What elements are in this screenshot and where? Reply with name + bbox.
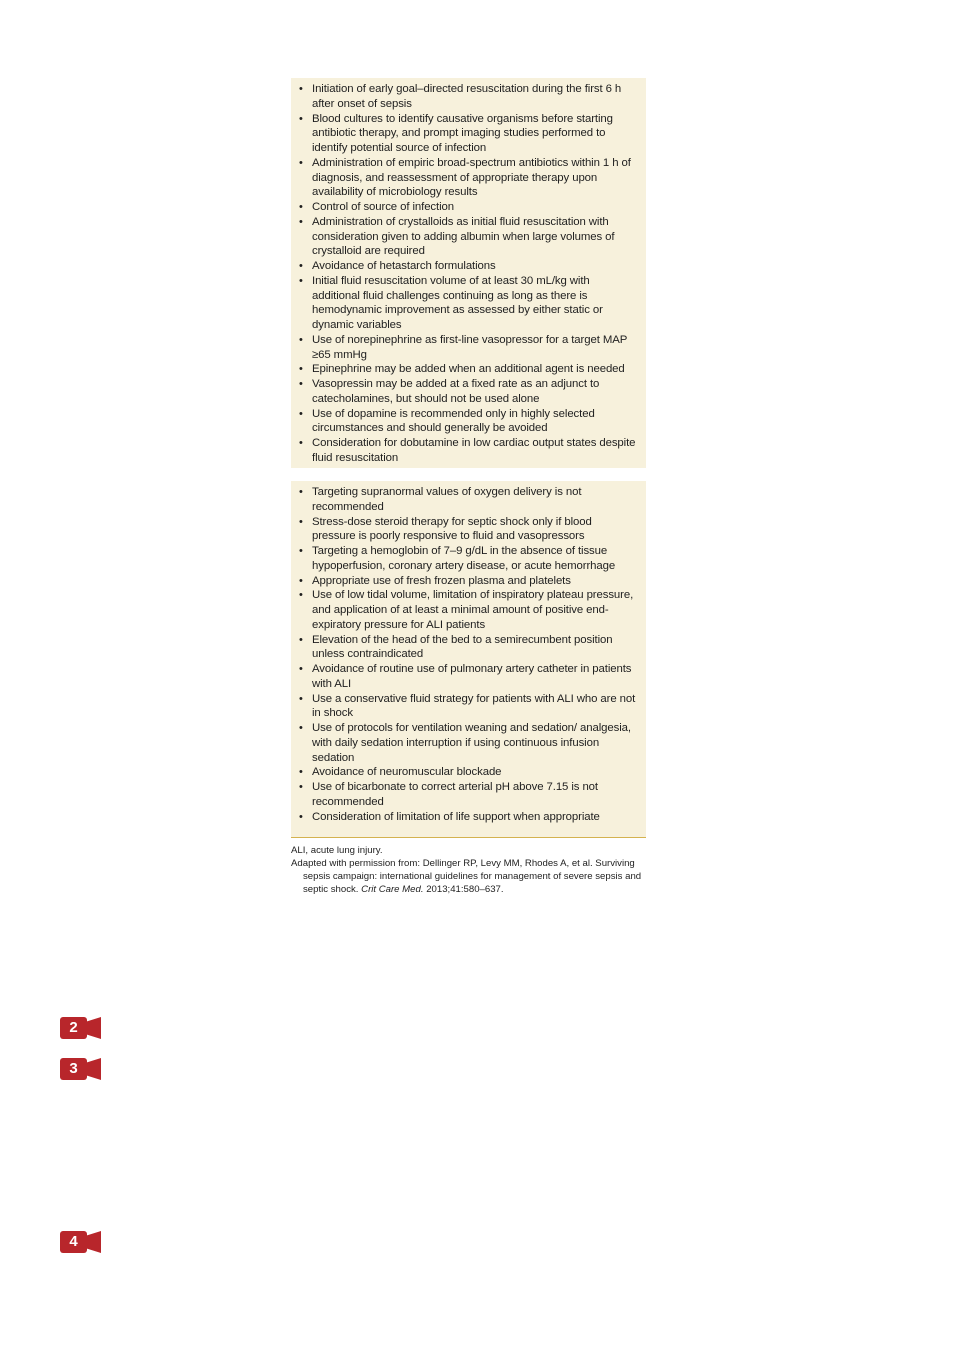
list-item: • Initial fluid resuscitation volume of at least 30 mL/kg with additional fluid challenges continuing as long as there is hemodynamic improvement as assessed by either static or dynamic variables	[299, 274, 638, 333]
source-citation	[291, 857, 646, 896]
list-item: • Epinephrine may be added when an additional agent is needed	[299, 362, 638, 377]
recommendations-table-part-1	[291, 78, 646, 468]
abbreviation-note: ALI, acute lung injury.	[291, 845, 383, 856]
video-marker-4[interactable]	[60, 1231, 102, 1253]
list-item: • Use of dopamine is recommended only in highly selected circumstances and should generally be avoided	[299, 407, 638, 437]
list-item: • Use of norepinephrine as first-line vasopressor for a target MAP ≥65 mmHg	[299, 333, 638, 363]
list-item: • Stress-dose steroid therapy for septic shock only if blood pressure is poorly responsive to fluid and vasopressors	[299, 515, 638, 545]
list-item: • Avoidance of routine use of pulmonary artery catheter in patients with ALI	[299, 662, 638, 692]
list-item: • Initiation of early goal–directed resuscitation during the first 6 h after onset of sepsis	[299, 82, 638, 112]
list-item: • Control of source of infection	[299, 200, 638, 215]
journal-name: Crit Care Med.	[361, 884, 424, 895]
list-item: • Use of low tidal volume, limitation of inspiratory plateau pressure, and application of at least a minimal amount of positive end-expiratory pressure for ALI patients	[299, 588, 638, 632]
video-marker-3[interactable]	[60, 1058, 102, 1080]
recommendations-list-1	[299, 82, 638, 466]
recommendations-list-2	[299, 485, 638, 824]
list-item: • Use of protocols for ventilation weaning and sedation/ analgesia, with daily sedation interruption if using continuous infusion sedation	[299, 721, 638, 765]
list-item: • Targeting a hemoglobin of 7–9 g/dL in the absence of tissue hypoperfusion, coronary artery disease, or acute hemorrhage	[299, 544, 638, 574]
video-camera-icon	[85, 1231, 102, 1253]
list-item: • Administration of empiric broad-spectrum antibiotics within 1 h of diagnosis, and reassessment of appropriate therapy upon availability of microbiology results	[299, 156, 638, 200]
citation-details: 2013;41:580–637.	[426, 884, 504, 895]
list-item: • Use of bicarbonate to correct arterial pH above 7.15 is not recommended	[299, 780, 638, 810]
list-item: • Consideration of limitation of life support when appropriate	[299, 810, 638, 825]
list-item: • Elevation of the head of the bed to a semirecumbent position unless contraindicated	[299, 633, 638, 663]
source-text: Adapted with permission from: Dellinger RP, Levy MM, Rhodes A, et al. Surviving sepsis campaign: international guidelines for management of severe sepsis and septic shock.	[291, 858, 642, 895]
list-item: • Blood cultures to identify causative organisms before starting antibiotic therapy, and prompt imaging studies performed to identify potential source of infection	[299, 112, 638, 156]
list-item: • Targeting supranormal values of oxygen delivery is not recommended	[299, 485, 638, 515]
video-number-badge: 2	[60, 1017, 87, 1039]
list-item: • Consideration for dobutamine in low cardiac output states despite fluid resuscitation	[299, 436, 638, 466]
list-item: • Use a conservative fluid strategy for patients with ALI who are not in shock	[299, 692, 638, 722]
video-number-badge: 4	[60, 1231, 87, 1253]
list-item: • Avoidance of hetastarch formulations	[299, 259, 638, 274]
video-camera-icon	[85, 1058, 102, 1080]
list-item: • Avoidance of neuromuscular blockade	[299, 765, 638, 780]
video-marker-2[interactable]	[60, 1017, 102, 1039]
list-item: • Vasopressin may be added at a fixed rate as an adjunct to catecholamines, but should not be used alone	[299, 377, 638, 407]
recommendations-table-part-2	[291, 481, 646, 838]
table-footnotes	[291, 844, 646, 896]
video-camera-icon	[85, 1017, 102, 1039]
list-item: • Administration of crystalloids as initial fluid resuscitation with consideration given to adding albumin when large volumes of crystalloid are required	[299, 215, 638, 259]
list-item: • Appropriate use of fresh frozen plasma and platelets	[299, 574, 638, 589]
video-number-badge: 3	[60, 1058, 87, 1080]
